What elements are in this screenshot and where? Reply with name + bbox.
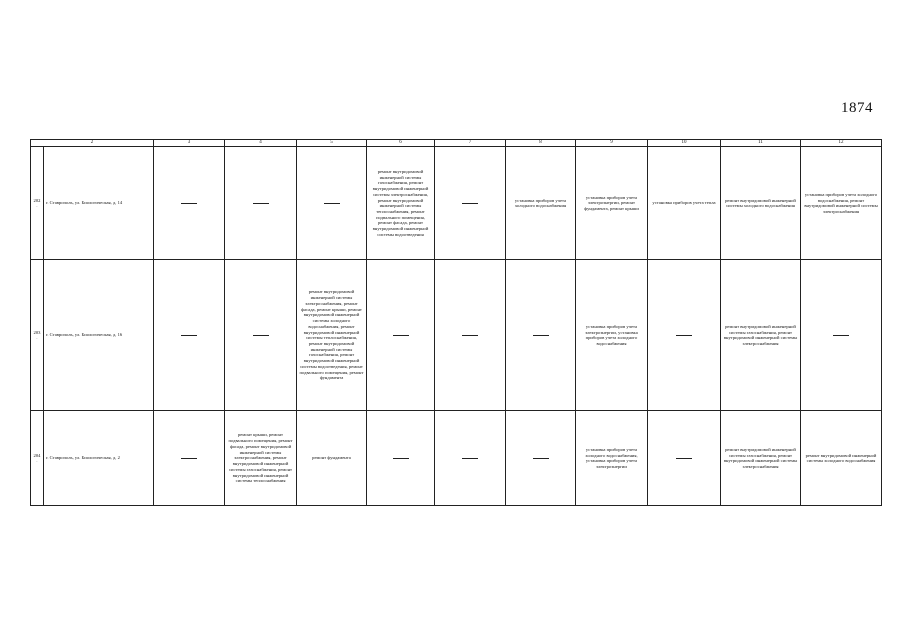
column-header: 10 (648, 140, 721, 147)
empty-cell (225, 147, 297, 260)
dash-mark (533, 458, 549, 459)
work-cell: ремонт внутридомовой инженерной системы газоснабжения, ремонт внутридомовой инженерной системы электроснабжения (721, 260, 801, 411)
column-header: 7 (435, 140, 506, 147)
work-cell: ремонт внутридомовой инженерной системы холодного водоснабжения (801, 411, 882, 506)
column-header: 4 (225, 140, 297, 147)
dash-mark (181, 203, 197, 204)
row-number: 202. (31, 147, 44, 260)
column-header: 8 (506, 140, 576, 147)
dash-mark (462, 203, 478, 204)
empty-cell (648, 260, 721, 411)
dash-mark (324, 203, 340, 204)
table-row (31, 411, 882, 506)
work-cell: установка приборов учета электроэнергии, установка приборов учета холодного водоснабжения (576, 260, 648, 411)
work-cell: установка приборов учета холодного водоснабжения, ремонт внутридомовой инженерной системы электроснабжения (801, 147, 882, 260)
empty-cell (367, 260, 435, 411)
dash-mark (253, 203, 269, 204)
empty-cell (154, 147, 225, 260)
dash-mark (462, 335, 478, 336)
work-cell: установка приборов учета холодного водоснабжения (506, 147, 576, 260)
column-header: 5 (297, 140, 367, 147)
column-header: 2 (31, 140, 154, 147)
column-header: 6 (367, 140, 435, 147)
dash-mark (181, 335, 197, 336)
work-cell: ремонт внутридомовой инженерной системы газоснабжения, ремонт внутридомовой инженерной системы электроснабжения, ремонт внутридомовой инженерной системы теплоснабжения, ремонт подвального помещения, ремонт фасада, ремонт внутридомовой инженерной системы водоотведения (367, 147, 435, 260)
column-header: 9 (576, 140, 648, 147)
repair-schedule-table (30, 139, 882, 506)
empty-cell (648, 411, 721, 506)
address-cell: г. Ставрополь, ул. Биологическая, д. 2 (44, 411, 154, 506)
table-row (31, 260, 882, 411)
address-cell: г. Ставрополь, ул. Биологическая, д. 14 (44, 147, 154, 260)
address-cell: г. Ставрополь, ул. Биологическая, д. 16 (44, 260, 154, 411)
work-cell: ремонт внутридомовой инженерной системы холодного водоснабжения (721, 147, 801, 260)
empty-cell (297, 147, 367, 260)
empty-cell (506, 411, 576, 506)
empty-cell (506, 260, 576, 411)
empty-cell (154, 411, 225, 506)
empty-cell (225, 260, 297, 411)
dash-mark (462, 458, 478, 459)
empty-cell (435, 260, 506, 411)
work-cell: ремонт внутридомовой инженерной системы электроснабжения, ремонт фасада, ремонт крыши, ремонт внутридомовой инженерной системы холодного водоснабжения, ремонт внутридомовой инженерной системы теплоснабжения, ремонт внутридомовой инженерной системы газоснабжения, ремонт внутридомовой инженерной системы водоотведения, ремонт подвального помещения, ремонт фундамента (297, 260, 367, 411)
column-header-row (31, 140, 882, 147)
dash-mark (393, 335, 409, 336)
dash-mark (253, 335, 269, 336)
empty-cell (154, 260, 225, 411)
empty-cell (367, 411, 435, 506)
dash-mark (676, 458, 692, 459)
work-cell: установка приборов учета холодного водоснабжения, установка приборов учета электроэнергии (576, 411, 648, 506)
page-number: 1874 (841, 100, 873, 116)
dash-mark (533, 335, 549, 336)
dash-mark (393, 458, 409, 459)
column-header: 3 (154, 140, 225, 147)
work-cell: установка приборов учета тепла (648, 147, 721, 260)
work-cell: ремонт внутридомовой инженерной системы газоснабжения, ремонт внутридомовой инженерной системы электроснабжения (721, 411, 801, 506)
column-header: 12 (801, 140, 882, 147)
table-row (31, 147, 882, 260)
dash-mark (833, 335, 849, 336)
dash-mark (676, 335, 692, 336)
empty-cell (435, 147, 506, 260)
row-number: 204. (31, 411, 44, 506)
dash-mark (181, 458, 197, 459)
empty-cell (801, 260, 882, 411)
work-cell: ремонт крыши, ремонт подвального помещения, ремонт фасада, ремонт внутридомовой инженерной системы электроснабжения, ремонт внутридомовой инженерной системы газоснабжения, ремонт внутридомовой инженерной системы теплоснабжения (225, 411, 297, 506)
empty-cell (435, 411, 506, 506)
column-header: 11 (721, 140, 801, 147)
work-cell: ремонт фундамента (297, 411, 367, 506)
row-number: 203. (31, 260, 44, 411)
work-cell: установка приборов учета электроэнергии, ремонт фундамента, ремонт крыши (576, 147, 648, 260)
